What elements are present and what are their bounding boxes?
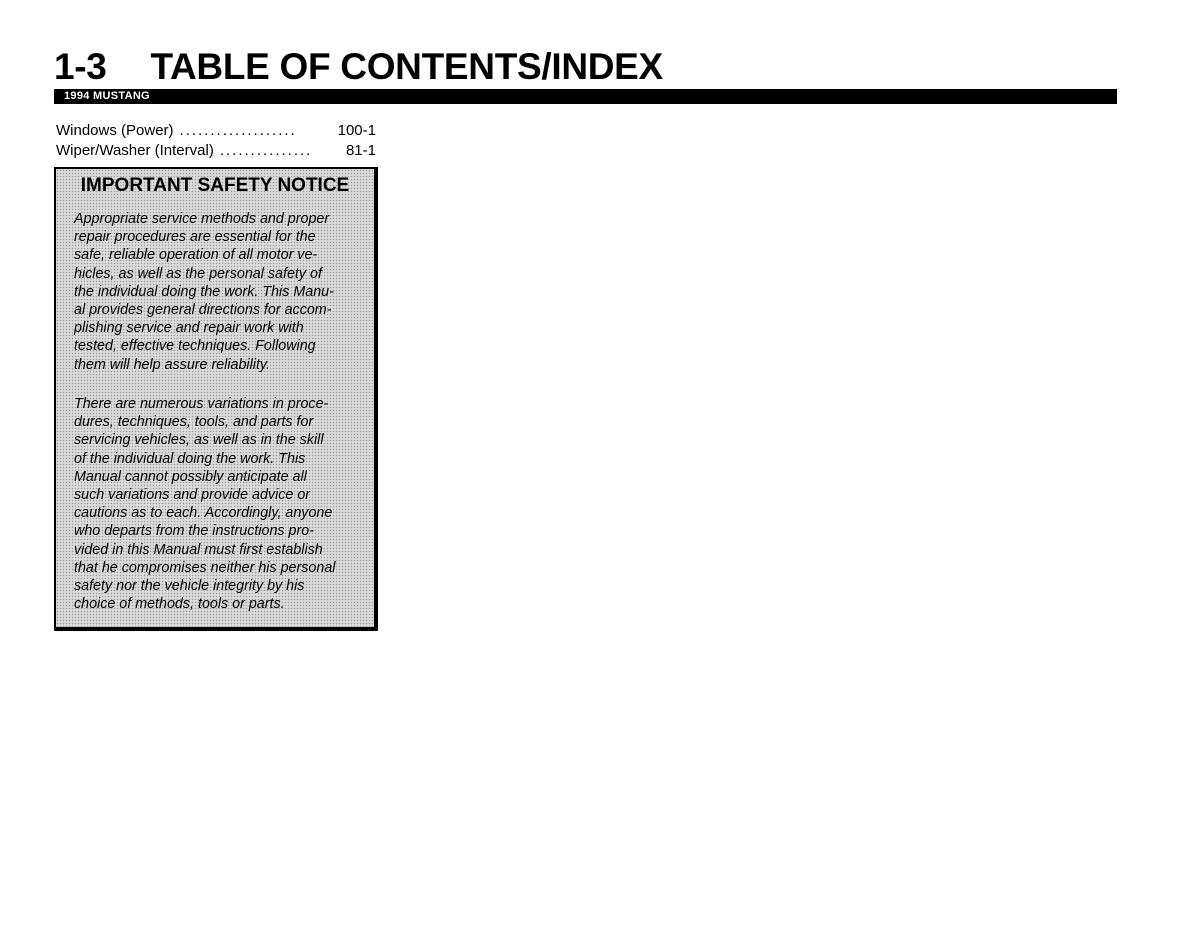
paragraph-line: repair procedures are essential for the	[74, 229, 316, 246]
index-entry-label: Windows (Power)	[56, 122, 174, 139]
paragraph-line: of the individual doing the work. This	[74, 450, 306, 467]
safety-notice-paragraph	[74, 210, 370, 374]
paragraph-line: Appropriate service methods and proper	[74, 211, 330, 227]
paragraph-line: al provides general directions for accom-	[74, 302, 332, 319]
paragraph-line: tested, effective techniques. Following	[74, 338, 316, 355]
safety-notice-paragraph	[74, 395, 370, 613]
dot-leader: ...............	[219, 142, 313, 159]
paragraph-line: safety nor the vehicle integrity by his	[74, 578, 305, 595]
header-bar	[54, 89, 1117, 104]
index-entry-wiper-washer[interactable]	[56, 141, 376, 161]
paragraph-line: hicles, as well as the personal safety of	[74, 265, 322, 282]
index-list	[56, 121, 376, 161]
paragraph-line: that he compromises neither his personal	[74, 559, 336, 576]
paragraph-line: vided in this Manual must first establish	[74, 541, 323, 558]
paragraph-line: cautions as to each. Accordingly, anyone	[74, 505, 333, 522]
paragraph-line: safe, reliable operation of all motor ve-	[74, 247, 318, 264]
vehicle-subtitle: 1994 MUSTANG	[64, 90, 150, 102]
page-header	[54, 44, 663, 90]
paragraph-line: them will help assure reliability.	[74, 356, 270, 373]
paragraph-line: the individual doing the work. This Manu-	[74, 283, 334, 300]
paragraph-line: choice of methods, tools or parts.	[74, 596, 285, 613]
paragraph-line: who departs from the instructions pro-	[74, 523, 314, 540]
section-number: 1-3	[54, 46, 107, 87]
paragraph-line: Manual cannot possibly anticipate all	[74, 468, 307, 485]
paragraph-line: dures, techniques, tools, and parts for	[74, 414, 314, 431]
index-entry-label: Wiper/Washer (Interval)	[56, 142, 214, 159]
safety-notice-title: IMPORTANT SAFETY NOTICE	[80, 175, 350, 196]
index-entry-page: 81-1	[345, 142, 376, 159]
dot-leader: ...................	[179, 122, 297, 139]
safety-notice-box	[54, 167, 378, 631]
page-title: TABLE OF CONTENTS/INDEX	[150, 46, 663, 87]
paragraph-line: There are numerous variations in proce-	[74, 396, 329, 412]
paragraph-line: servicing vehicles, as well as in the skill	[74, 432, 324, 449]
paragraph-line: such variations and provide advice or	[74, 487, 311, 504]
index-entry-page: 100-1	[337, 122, 376, 139]
index-entry-windows-power[interactable]	[56, 121, 376, 141]
paragraph-line: plishing service and repair work with	[74, 320, 304, 337]
